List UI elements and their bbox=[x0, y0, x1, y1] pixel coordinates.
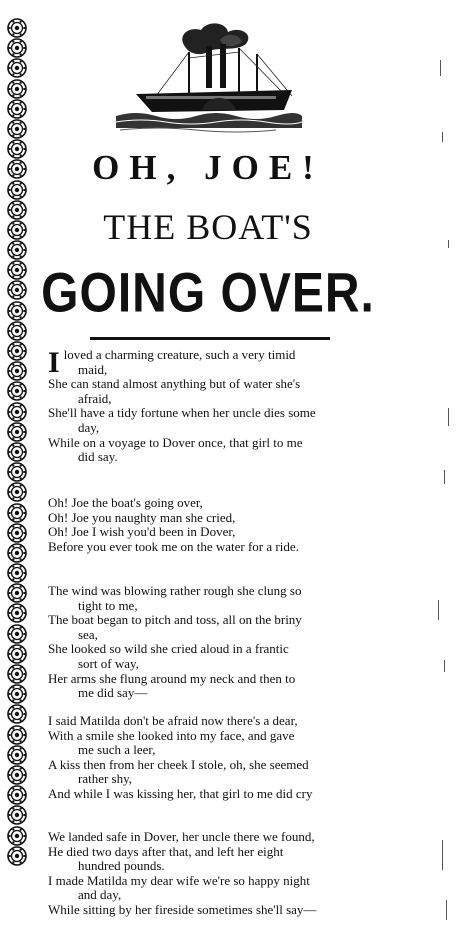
rosette-ornament-icon bbox=[7, 664, 27, 684]
verse-line bbox=[48, 496, 366, 511]
verse-line-text: Her arms she flung around my neck and then to bbox=[48, 670, 296, 686]
verse-line bbox=[48, 714, 366, 729]
verse-line bbox=[48, 540, 366, 555]
verse-line-text: He died two days after that, and left her eight bbox=[48, 843, 284, 859]
verse-line-text: We landed safe in Dover, her uncle there we found, bbox=[48, 829, 315, 844]
rosette-ornament-icon bbox=[7, 38, 27, 58]
verse-line-text: did say. bbox=[78, 449, 118, 465]
stanza-verse-3 bbox=[48, 714, 366, 802]
verse-line-text: and day, bbox=[78, 887, 122, 903]
rosette-ornament-icon bbox=[7, 18, 27, 38]
rosette-ornament-icon bbox=[7, 220, 27, 240]
rosette-ornament-icon bbox=[7, 503, 27, 523]
rosette-ornament-icon bbox=[7, 805, 27, 825]
verse-line bbox=[48, 903, 366, 918]
verse-line-text: me such a leer, bbox=[78, 742, 156, 758]
verse-line bbox=[48, 377, 366, 392]
drop-cap-letter: I bbox=[48, 346, 60, 379]
rosette-ornament-icon bbox=[7, 381, 27, 401]
rosette-ornament-icon bbox=[7, 422, 27, 442]
verse-line bbox=[48, 859, 366, 874]
rosette-ornament-icon bbox=[7, 624, 27, 644]
verse-line bbox=[48, 406, 366, 421]
verse-line-text: afraid, bbox=[78, 390, 112, 406]
verse-line-text: While on a voyage to Dover once, that girl to me bbox=[48, 434, 303, 450]
verse-line bbox=[48, 657, 366, 672]
verse-line bbox=[48, 642, 366, 657]
verse-line bbox=[48, 584, 366, 599]
verse-line-text: She can stand almost anything but of water she's bbox=[48, 376, 301, 392]
rosette-ornament-icon bbox=[7, 765, 27, 785]
verse-line-text: I made Matilda my dear wife we're so happy night bbox=[48, 872, 310, 888]
verse-line-text: She looked so wild she cried aloud in a frantic bbox=[48, 641, 289, 657]
verse-line bbox=[48, 830, 366, 845]
verse-line-text: I said Matilda don't be afraid now there's a dear, bbox=[48, 713, 298, 728]
verse-line-text: loved a charming creature, such a very timid bbox=[63, 347, 296, 362]
verse-line bbox=[48, 743, 366, 758]
rosette-ornament-icon bbox=[7, 139, 27, 159]
verse-line-text: She'll have a tidy fortune when her uncle dies some bbox=[48, 405, 316, 421]
rosette-ornament-icon bbox=[7, 846, 27, 866]
rosette-ornament-icon bbox=[7, 785, 27, 805]
rosette-ornament-icon bbox=[7, 402, 27, 422]
verse-line bbox=[48, 599, 366, 614]
verse-line bbox=[48, 613, 366, 628]
verse-line bbox=[48, 628, 366, 643]
rosette-ornament-icon bbox=[7, 301, 27, 321]
verse-line-text: sea, bbox=[78, 626, 98, 642]
rosette-ornament-icon bbox=[7, 240, 27, 260]
verse-line bbox=[48, 421, 366, 436]
rosette-ornament-icon bbox=[7, 200, 27, 220]
verse-line-text: And while I was kissing her, that girl to me did cry bbox=[48, 785, 313, 801]
rosette-ornament-icon bbox=[7, 684, 27, 704]
rosette-ornament-icon bbox=[7, 260, 27, 280]
rosette-ornament-icon bbox=[7, 745, 27, 765]
verse-line-text: A kiss then from her cheek I stole, oh, she seemed bbox=[48, 756, 309, 772]
rosette-ornament-icon bbox=[7, 644, 27, 664]
verse-line bbox=[48, 686, 366, 701]
rosette-ornament-icon bbox=[7, 563, 27, 583]
title-line-1: OH, JOE! bbox=[92, 148, 324, 187]
steamboat-illustration bbox=[116, 18, 302, 138]
verse-line bbox=[48, 392, 366, 407]
rosette-ornament-icon bbox=[7, 119, 27, 139]
verse-line bbox=[48, 772, 366, 787]
rosette-ornament-icon bbox=[7, 482, 27, 502]
verse-line-text: The boat began to pitch and toss, all on the briny bbox=[48, 612, 302, 628]
rosette-ornament-icon bbox=[7, 58, 27, 78]
verse-line bbox=[48, 450, 366, 465]
verse-line-text: rather shy, bbox=[78, 771, 133, 787]
rosette-ornament-icon bbox=[7, 442, 27, 462]
title-divider-rule bbox=[90, 337, 330, 340]
stanza-verse-1 bbox=[48, 348, 366, 465]
verse-line bbox=[48, 672, 366, 687]
verse-line-text: hundred pounds. bbox=[78, 858, 165, 874]
rosette-ornament-icon bbox=[7, 321, 27, 341]
rosette-ornament-icon bbox=[7, 725, 27, 745]
verse-line-text: While sitting by her fireside sometimes she'll say— bbox=[48, 901, 317, 917]
scan-edge-marks bbox=[418, 0, 458, 926]
verse-line bbox=[48, 787, 366, 802]
verse-line-text: Before you ever took me on the water for a ride. bbox=[48, 538, 299, 554]
stanza-verse-4 bbox=[48, 830, 366, 918]
stanza-chorus bbox=[48, 496, 366, 554]
ornamental-border bbox=[4, 18, 30, 898]
verse-line bbox=[48, 845, 366, 860]
rosette-ornament-icon bbox=[7, 523, 27, 543]
stanza-verse-2 bbox=[48, 584, 366, 701]
verse-line-text: The wind was blowing rather rough she clung so bbox=[48, 583, 302, 598]
verse-line-text: sort of way, bbox=[78, 655, 139, 671]
rosette-ornament-icon bbox=[7, 99, 27, 119]
verse-line-text: Oh! Joe the boat's going over, bbox=[48, 495, 203, 510]
rosette-ornament-icon bbox=[7, 826, 27, 846]
title-line-3: GOING OVER. bbox=[41, 263, 375, 325]
verse-line bbox=[48, 888, 366, 903]
verse-line-text: me did say— bbox=[78, 685, 148, 701]
rosette-ornament-icon bbox=[7, 361, 27, 381]
rosette-ornament-icon bbox=[7, 341, 27, 361]
verse-line-text: day, bbox=[78, 419, 100, 435]
verse-line bbox=[48, 525, 366, 540]
verse-line-text: tight to me, bbox=[78, 597, 138, 613]
rosette-ornament-icon bbox=[7, 583, 27, 603]
rosette-ornament-icon bbox=[7, 603, 27, 623]
verse-line bbox=[48, 729, 366, 744]
title-line-2: THE BOAT'S bbox=[103, 207, 313, 247]
rosette-ornament-icon bbox=[7, 704, 27, 724]
rosette-ornament-icon bbox=[7, 159, 27, 179]
verse-line-text: With a smile she looked into my face, and gave bbox=[48, 727, 295, 743]
verse-line bbox=[48, 436, 366, 451]
verse-line bbox=[48, 758, 366, 773]
verse-line bbox=[48, 511, 366, 526]
rosette-ornament-icon bbox=[7, 79, 27, 99]
rosette-ornament-icon bbox=[7, 180, 27, 200]
verse-line bbox=[48, 363, 366, 378]
verse-line bbox=[48, 874, 366, 889]
verse-line-text: maid, bbox=[78, 361, 108, 377]
verse-line-text: Oh! Joe I wish you'd been in Dover, bbox=[48, 524, 236, 540]
rosette-ornament-icon bbox=[7, 462, 27, 482]
verse-line-text: Oh! Joe you naughty man she cried, bbox=[48, 509, 236, 525]
rosette-ornament-icon bbox=[7, 543, 27, 563]
rosette-ornament-icon bbox=[7, 280, 27, 300]
